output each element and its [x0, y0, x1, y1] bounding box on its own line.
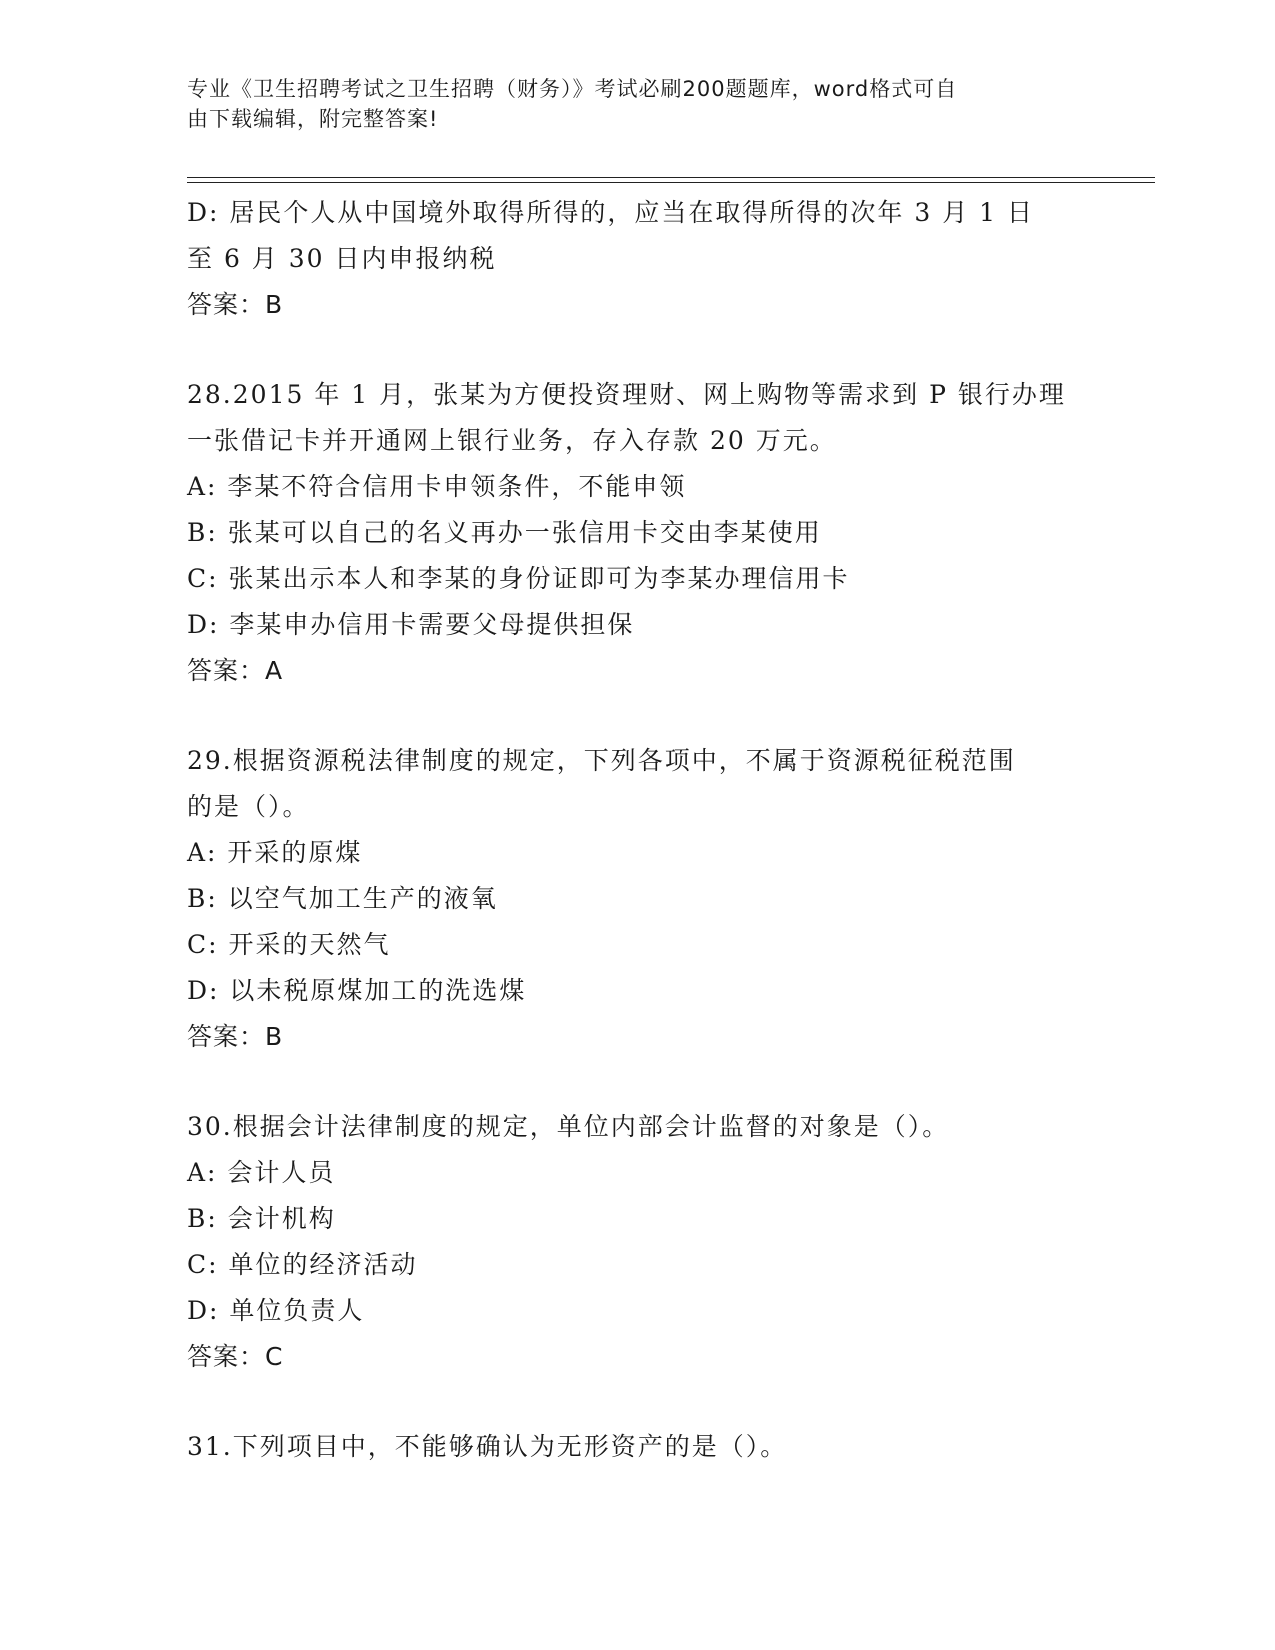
prev-option-d-line-2: 至 6 月 30 日内申报纳税	[187, 244, 497, 273]
spacer	[187, 694, 1087, 738]
question-29	[187, 738, 1087, 1060]
question-text-line: 31.下列项目中，不能够确认为无形资产的是（）。	[187, 1432, 788, 1461]
option-d: D: 以未税原煤加工的洗选煤	[187, 976, 527, 1005]
prev-answer: 答案：B	[187, 290, 284, 319]
spacer	[187, 1380, 1087, 1424]
question-text-line: 28.2015 年 1 月，张某为方便投资理财、网上购物等需求到 P 银行办理	[187, 380, 1066, 409]
answer: 答案：B	[187, 1022, 284, 1051]
option-a: A: 会计人员	[187, 1158, 336, 1187]
spacer	[187, 1060, 1087, 1104]
answer: 答案：C	[187, 1342, 284, 1371]
document-body	[187, 190, 1087, 1470]
question-28	[187, 372, 1087, 694]
option-c: C: 张某出示本人和李某的身份证即可为李某办理信用卡	[187, 564, 850, 593]
option-b: B: 以空气加工生产的液氧	[187, 884, 498, 913]
question-text-line: 的是（）。	[187, 792, 310, 821]
option-c: C: 开采的天然气	[187, 930, 391, 959]
option-d: D: 李某申办信用卡需要父母提供担保	[187, 610, 635, 639]
header-line-1: 专业《卫生招聘考试之卫生招聘（财务）》考试必刷200题题库，word格式可自	[187, 77, 958, 101]
question-30	[187, 1104, 1087, 1380]
question-31	[187, 1424, 1087, 1470]
option-b: B: 会计机构	[187, 1204, 336, 1233]
option-b: B: 张某可以自己的名义再办一张信用卡交由李某使用	[187, 518, 822, 547]
question-text-line: 一张借记卡并开通网上银行业务，存入存款 20 万元。	[187, 426, 837, 455]
option-d: D: 单位负责人	[187, 1296, 365, 1325]
prev-option-d-line-1: D: 居民个人从中国境外取得所得的，应当在取得所得的次年 3 月 1 日	[187, 198, 1035, 227]
option-c: C: 单位的经济活动	[187, 1250, 418, 1279]
answer: 答案：A	[187, 656, 284, 685]
header-line-2: 由下载编辑，附完整答案!	[187, 107, 439, 131]
question-text-line: 30.根据会计法律制度的规定，单位内部会计监督的对象是（）。	[187, 1112, 950, 1141]
document-header	[187, 74, 1067, 134]
question-text-line: 29.根据资源税法律制度的规定，下列各项中，不属于资源税征税范围	[187, 746, 1016, 775]
spacer	[187, 328, 1087, 372]
option-a: A: 开采的原煤	[187, 838, 363, 867]
header-divider-bottom	[187, 182, 1155, 183]
option-a: A: 李某不符合信用卡申领条件，不能申领	[187, 472, 687, 501]
header-divider-top	[187, 177, 1155, 178]
